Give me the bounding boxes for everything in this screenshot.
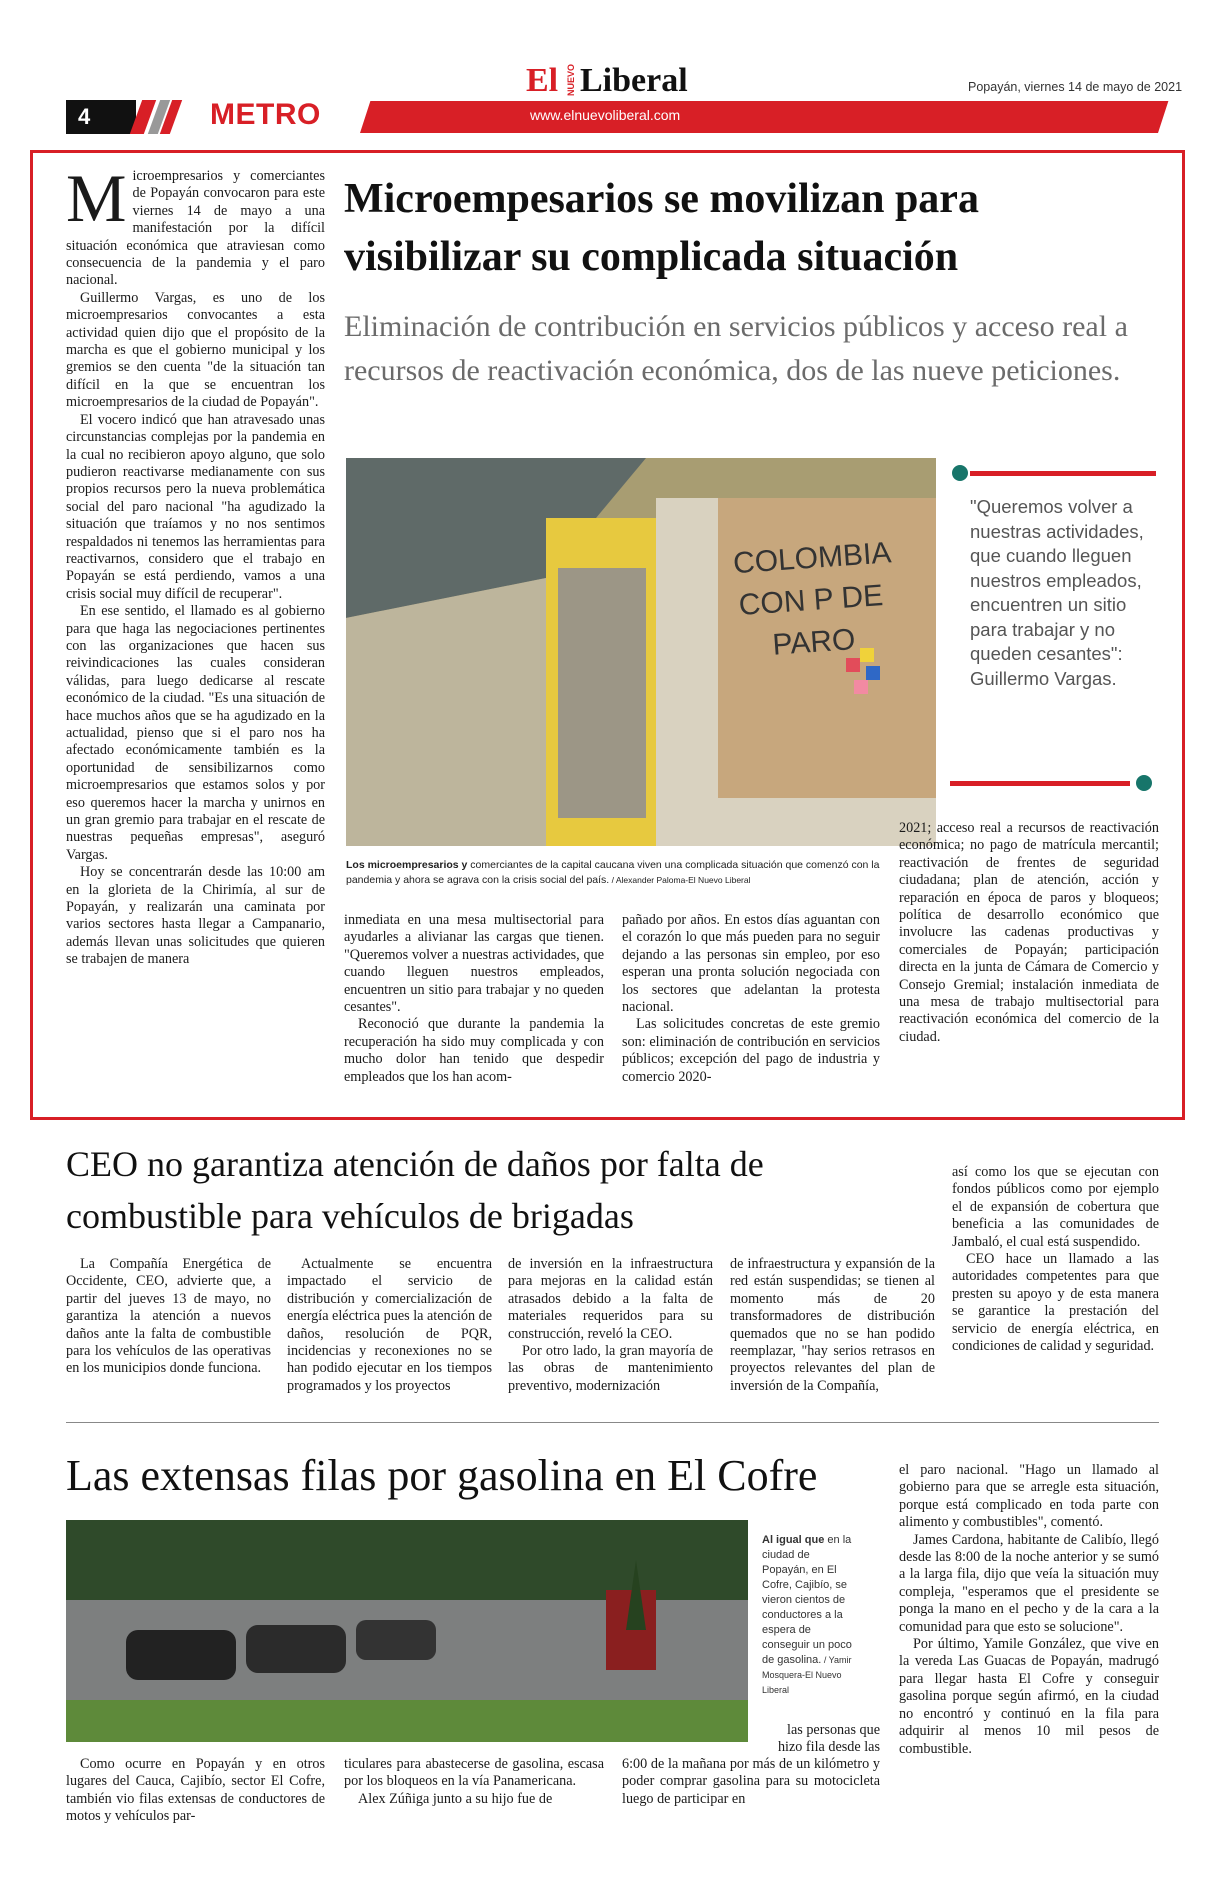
article1-para-2: Guillermo Vargas, es uno de los microempresarios convocantes a esta actividad quien dijo que el propósito de la marcha es que el gobierno municipal y los gremios se den cuenta "de la situación tan difícil en la que se encuentran los microempresarios de la ciudad de Popayán".	[66, 289, 325, 411]
logo-el: El	[526, 62, 559, 99]
article2-headline: CEO no garantiza atención de daños por falta de combustible para vehículos de brigadas	[66, 1144, 764, 1236]
page-header	[0, 0, 1224, 140]
logo-nuevo: NUEVO	[566, 64, 576, 97]
article2-column-3: de inversión en la infraestructura para mejoras en la calidad están atrasados debido a la falta de materiales requeridos para su construcción, reveló la CEO. Por otro lado, la gran mayoría de las obras de mantenimiento preventivo, modernización	[508, 1256, 713, 1394]
website-link[interactable]: www.elnuevoliberal.com	[530, 107, 681, 123]
section-title: METRO	[210, 98, 321, 131]
article1-para-4: En ese sentido, el llamado es al gobierno para que haga las negociaciones pertinentes con las organizaciones que hacen sus reivindicaciones las cuales consideran válidas, para luego dedicarse al rescate económico de la ciudad. "Es una situación de hace muchos años que se ha agudizado en la actualidad, pienso que si el paro nos ha afectado económicamente también es la oportunidad de sensibilizarnos como microempresarios que estamos solos y por eso queremos hacer la marcha y unirnos en un gran gremio para trabajar en el rescate de nuestras pequeñas empresas", aseguró Vargas.	[66, 603, 325, 863]
article2-column-5: así como los que se ejecutan con fondos públicos como por ejemplo el de expansión de cobertura que beneficia a las comunidades de Jambaló, el cual está suspendido. CEO hace un llamado a las autoridades competentes para que presten su apoyo y de esta manera se garantice la prestación del servicio de energía eléctrica, en condiciones de calidad y seguridad.	[952, 1164, 1159, 1355]
article1-photo-caption: Los microempresarios y comerciantes de la capital caucana viven una complicada situación que comenzó con la pandemia y ahora se agrava con la crisis social del país. / Alexander Paloma-El Nuevo Liberal	[346, 859, 880, 886]
article2-column-1: La Compañía Energética de Occidente, CEO, advierte que, a partir del jueves 13 de mayo, no garantiza la atención a nuevos daños ante la falta de combustible para los vehículos de las operativas en los municipios donde funciona.	[66, 1256, 271, 1377]
pullquote-dot-top	[952, 465, 968, 481]
article2-column-4: de infraestructura y expansión de la red están suspendidas; se tienen al momento más de 20 transformadores de distribución quemados que no se han podido reemplazar, "hay serios retrasos en proyectos relevantes del plan de inversión de la Compañía,	[730, 1256, 935, 1394]
dateline: Popayán, viernes 14 de mayo de 2021	[968, 80, 1183, 94]
article3-column-4: el paro nacional. "Hago un llamado al gobierno para que se arregle esta situación, porque está complicado en toda parte con alimento y combustibles", comentó. James Cardona, habitante de Calibío, llegó desde las 8:00 de la noche anterior y se sumó a la larga fila, dijo que veía la situación muy compleja, "esperamos que el presidente se ponga la mano en el pecho y de la cara a la comunidad para que esto se solucione". Por último, Yamile González, que vive en la vereda Las Guacas de Popayán, madrugó para llegar hasta El Cofre y conseguir gasolina porque según afirmó, en la ciudad no encontró y continuó en la fila para adquirir al menos 10 mil pesos de combustible.	[899, 1462, 1159, 1757]
article1-para-1: Microempresarios y comerciantes de Popayán convocaron para este viernes 14 de mayo a una manifestación por la difícil situación económica que atraviesan como consecuencia de la pandemia y el paro nacional.	[66, 160, 325, 289]
masthead-logo	[526, 62, 706, 102]
pullquote-bar-top	[970, 471, 1156, 476]
article3-column-3-top: las personas que hizo fila desde las	[777, 1722, 880, 1756]
article1-subhead: Eliminación de contribución en servicios públicos y acceso real a recursos de reactivación económica, dos de las nueve peticiones.	[344, 310, 1128, 387]
article3-column-3: 6:00 de la mañana por más de un kilómetro y poder comprar gasolina para su motocicleta luego de participar en	[622, 1756, 880, 1807]
pullquote	[950, 465, 1160, 795]
dropcap: M	[66, 160, 127, 236]
article1-column-1	[66, 160, 325, 969]
page-number: 4	[66, 100, 136, 134]
article1-photo	[346, 458, 936, 846]
article3-column-1: Como ocurre en Popayán y en otros lugares del Cauca, Cajibío, sector El Cofre, también vio filas extensas de conductores de motos y vehículos par-	[66, 1756, 325, 1825]
article3-headline: Las extensas filas por gasolina en El Cofre	[66, 1451, 818, 1500]
section-divider	[66, 1422, 1159, 1423]
traffic-line-illustration	[66, 1520, 748, 1742]
header-red-bar	[360, 101, 1168, 133]
article1-headline: Microempesarios se movilizan para visibilizar su complicada situación	[344, 176, 979, 280]
article1-column-2: inmediata en una mesa multisectorial para ayudarles a alivianar las cargas que tienen. "Queremos volver a nuestras actividades, que cuando lleguen nuestros empleados, encuentren un sitio para trabajar y no queden cesantes". Reconoció que durante la pandemia la recuperación ha sido muy complicada y con mucho dolor han tenido que despedir empleados que los han acom-	[344, 912, 604, 1085]
protest-sign-text: COLOMBIA CON P DE PARO	[732, 536, 893, 662]
article1-column-4: 2021; acceso real a recursos de reactivación económica; no pago de matrícula mercantil; reactivación de frentes de seguridad ciudadana; plan de atención, acción y reparación en época de paros y bloqueos; política de desarrollo económico que involucre las cadenas productivas y comerciales de Popayán; participación directa en la junta de Cámara de Comercio y Consejo Gremial; instalación inmediata de una mesa de trabajo multisectorial para reactivación económica del comercio de la ciudad.	[899, 820, 1159, 1045]
header-slash-decoration	[136, 100, 184, 134]
article3-photo	[66, 1520, 748, 1742]
article1-para-5: Hoy se concentrarán desde las 10:00 am en la glorieta de la Chirimía, al sur de Popayán, y realizarán una caminata por varios sectores hasta llegar a Campanario, además llevan unas solicitudes que quieren se trabajen de manera	[66, 864, 325, 968]
pullquote-text: "Queremos volver a nuestras actividades, que cuando lleguen nuestros empleados, encuentren un sitio para trabajar y no queden cesantes": Guillermo Vargas.	[970, 496, 1144, 689]
article1-para-3: El vocero indicó que han atravesado unas circunstancias complejas por la pandemia en la cual no recibieron apoyo alguno, que solo pudieron reactivarse medianamente con sus propios recursos pero la nueva problemática social del paro nacional "ha agudizado la situación que traíamos y no nos sentimos respaldados ni tenemos las herramientas para reactivarnos, considero que el trabajo en Popayán se está perdiendo, vamos a una crisis social muy difícil de recuperar".	[66, 411, 325, 602]
pullquote-bar-bottom	[950, 781, 1130, 786]
article3-photo-caption: Al igual que en la ciudad de Popayán, en El Cofre, Cajibío, se vieron cientos de conductores a la espera de conseguir un poco de gasolina. / Yamir Mosquera-El Nuevo Liberal	[762, 1534, 852, 1695]
logo-liberal: Liberal	[580, 62, 688, 99]
pullquote-dot-bottom	[1136, 775, 1152, 791]
article1-column-3: pañado por años. En estos días aguantan con el corazón lo que más pueden para no seguir dejando a las personas sin empleo, por eso esperan una pronta solución negociada con los sectores que adelantan la protesta nacional. Las solicitudes concretas de este gremio son: eliminación de contribución en servicios públicos; excepción del pago de industria y comercio 2020-	[622, 912, 880, 1085]
article2-column-2: Actualmente se encuentra impactado el servicio de distribución y comercialización de energía eléctrica pues la atención de daños, resolución de PQR, incidencias y reconexiones no se han podido ejecutar en los tiempos programados y los proyectos	[287, 1256, 492, 1394]
article3-column-2: ticulares para abastecerse de gasolina, escasa por los bloqueos en la vía Panamericana. Alex Zúñiga junto a su hijo fue de	[344, 1756, 604, 1807]
